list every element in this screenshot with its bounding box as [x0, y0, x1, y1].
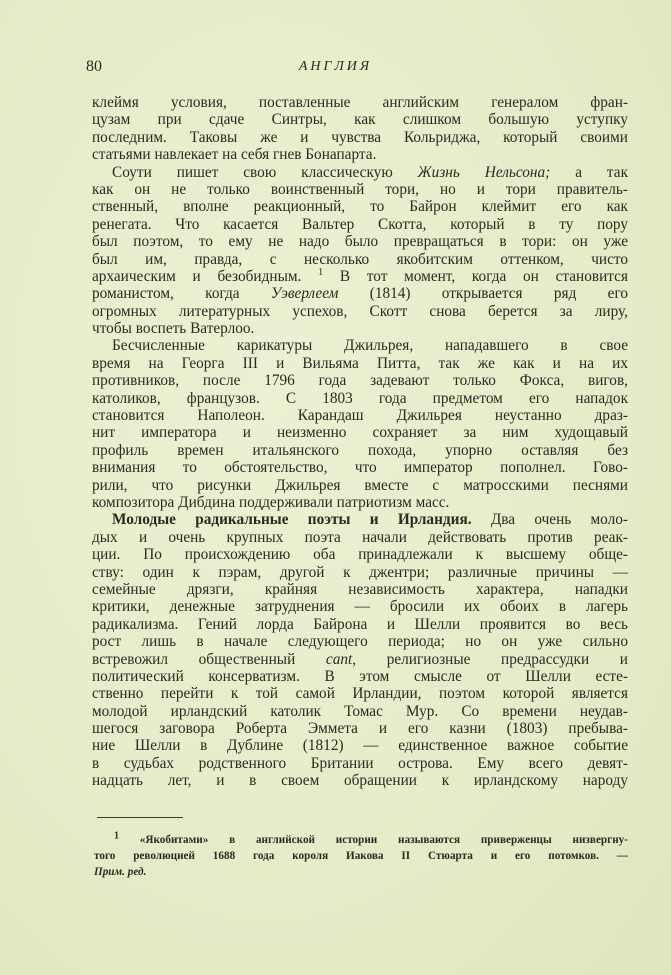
text-line [92, 720, 628, 737]
text-line [92, 129, 628, 146]
text-segment: был поэтом, то ему не надо было превращаться в тори: он уже [92, 233, 628, 251]
footnote-divider [97, 817, 183, 818]
footnote [94, 832, 628, 880]
text-line [92, 198, 628, 215]
text-line [92, 685, 628, 702]
footnote-line [94, 832, 628, 848]
text-segment: композитора Дибдина поддерживали патриотизм масс. [92, 493, 450, 511]
text-line [92, 303, 628, 320]
text-segment: романистом, когда [92, 285, 271, 303]
text-segment: ние Шелли в Дублине (1812) — единственное важное событие [92, 737, 628, 755]
text-segment: встревожил общественный [92, 650, 326, 668]
text-segment: а так [550, 163, 629, 181]
page-number: 80 [86, 58, 102, 75]
text-segment: статьями навлекает на себя гнев Бонапарта. [92, 146, 377, 164]
body-text [92, 94, 628, 790]
text-line [92, 372, 628, 389]
running-title: АНГЛИЯ [298, 59, 373, 74]
text-line [92, 616, 628, 633]
text-line [92, 216, 628, 233]
text-line [92, 111, 628, 128]
text-line [92, 459, 628, 476]
text-segment: архаическим и безобидным. [92, 267, 319, 285]
italic-text: Жизнь Нельсона; [417, 163, 551, 181]
text-segment: дых и очень крупных поэта начали действовать против реак- [92, 528, 628, 546]
text-line [92, 146, 628, 163]
text-segment: клеймя условия, поставленные английским генералом фран- [92, 94, 628, 111]
text-line [92, 251, 628, 268]
text-segment: последним. Таковы же и чувства Кольриджа, который своими [92, 128, 628, 146]
text-line [92, 268, 628, 285]
text-line [92, 477, 628, 494]
text-segment: рост лишь в начале следующего периода; но он уже сильно [92, 633, 628, 651]
text-line [92, 581, 628, 598]
text-line [92, 703, 628, 720]
text-segment: ству: один к пэрам, другой к джентри; различные причины — [92, 563, 628, 581]
text-segment: в судьбах родственного Британии острова. Ему всего девят- [92, 754, 628, 772]
text-line [92, 320, 628, 337]
text-segment: политический консерватизм. В этом смысле от Шелли есте- [92, 667, 628, 685]
italic-text: cant [325, 650, 353, 668]
text-segment: критики, денежные затруднения — бросили их обоих в лагерь [92, 598, 628, 616]
text-segment: цузам при сдаче Синтры, как слишком большую уступку [92, 111, 628, 129]
text-segment: католиков, французов. С 1803 года предметом его нападок [92, 389, 628, 407]
text-segment: ственно перейти к той самой Ирландии, поэтом которой является [92, 685, 628, 703]
text-line [92, 337, 628, 354]
text-segment: Соути пишет свою классическую [112, 163, 418, 181]
italic-text: Прим. ред. [94, 866, 147, 878]
text-line [92, 668, 628, 685]
text-segment: чтобы воспеть Ватерлоо. [92, 320, 255, 338]
text-line [92, 755, 628, 772]
text-line [92, 407, 628, 424]
text-line [92, 564, 628, 581]
text-line [92, 633, 628, 650]
text-line [92, 285, 628, 302]
text-line [92, 651, 628, 668]
text-line [92, 164, 628, 181]
footnote-line [94, 848, 628, 864]
text-line [92, 181, 628, 198]
text-segment: как он не только воинственный тори, но и тори правитель- [92, 180, 628, 198]
text-segment: рили, что рисунки Джильрея вместе с матросскими песнями [92, 476, 628, 494]
text-segment: шегося заговора Роберта Эммета и его казни (1803) пребыва- [92, 720, 628, 738]
text-segment: огромных литературных успехов, Скотт снова берется за лиру, [92, 302, 628, 320]
text-segment: семейные дрязги, крайняя независимость характера, нападки [92, 580, 628, 598]
text-segment: Бесчисленные карикатуры Джильрея, нападавшего в свое [112, 337, 628, 355]
text-segment: становится Наполеон. Карандаш Джильрея неустанно драз- [92, 407, 628, 425]
text-line [92, 94, 628, 111]
text-line [92, 355, 628, 372]
text-segment: ции. По происхождению оба принадлежали к высшему обще- [92, 546, 628, 564]
text-segment: внимания то обстоятельство, что император пополнел. Гово- [92, 459, 628, 477]
text-segment: «Якобитами» в английской истории называются приверженцы низвергну- [119, 834, 628, 846]
text-segment: нит императора и неизменно сохраняет за ним худощавый [92, 424, 628, 442]
footnote-marker: 1 [114, 830, 119, 842]
text-segment: время на Георга III и Вильяма Питта, так же как и на их [92, 354, 628, 372]
text-segment: радикализма. Гений лорда Байрона и Шелли проявится во весь [92, 615, 628, 633]
footnote-marker: 1 [318, 266, 324, 278]
text-line [92, 511, 628, 528]
text-segment: надцать лет, и в своем обращении к ирландскому народу [92, 772, 628, 790]
text-segment: молодой ирландский католик Томас Мур. Со времени неудав- [92, 702, 628, 720]
text-segment: Два очень моло- [471, 511, 629, 529]
text-segment: (1814) открывается ряд его [338, 285, 628, 303]
text-line [92, 442, 628, 459]
text-segment: того революцией 1688 года короля Иакова II Стюарта и его потомков. — [94, 850, 628, 862]
text-line [92, 529, 628, 546]
text-line [92, 494, 628, 511]
text-line [92, 772, 628, 789]
text-line [92, 390, 628, 407]
text-line [92, 546, 628, 563]
text-segment: был им, правда, с несколько якобитским оттенком, чисто [92, 250, 628, 268]
text-line [92, 737, 628, 754]
text-line [92, 233, 628, 250]
text-segment: , религиозные предрассудки и [352, 650, 628, 668]
italic-text: Уэверлеем [270, 285, 339, 303]
text-segment: ственный, вполне реакционный, то Байрон клеймит его как [92, 198, 628, 216]
footnote-line [94, 864, 628, 880]
text-line [92, 424, 628, 441]
text-segment: противников, после 1796 года задевают только Фокса, вигов, [92, 372, 628, 390]
section-heading: Молодые радикальные поэты и Ирландия. [112, 511, 472, 529]
text-line [92, 598, 628, 615]
text-segment: профиль времен итальянского похода, упорно оставляя без [92, 441, 628, 459]
text-segment: ренегата. Что касается Вальтер Скотта, который в ту пору [92, 215, 628, 233]
text-segment: В тот момент, когда он становится [323, 267, 628, 285]
